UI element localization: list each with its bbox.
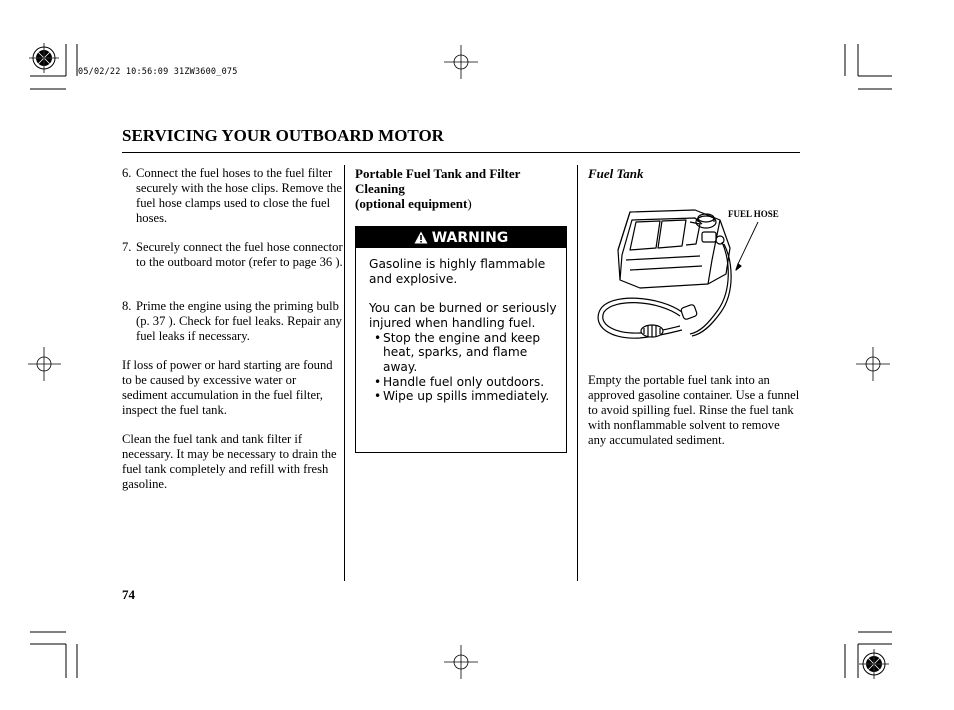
crosshair-right (856, 347, 890, 381)
warning-intro: Gasoline is highly flammable and explosive. (369, 257, 546, 286)
step-number: 7. (122, 240, 132, 254)
section-title (355, 166, 570, 211)
warning-list (369, 331, 561, 405)
warning-triangle-icon (414, 231, 428, 244)
section-subtitle: (optional equipment) (355, 196, 472, 211)
starburst-top-left (29, 43, 59, 73)
column-divider-2 (577, 165, 578, 581)
paragraph-clean: Clean the fuel tank and tank filter if necessary. It may be necessary to drain the fuel tank completely and refill with fresh gasoline. (122, 432, 337, 491)
warning-body (369, 257, 561, 404)
step-text: Prime the engine using the priming bulb (p. 37 ). Check for fuel leaks. Repair any fuel leaks if necessary. (136, 299, 342, 343)
paragraph-empty-tank: Empty the portable fuel tank into an approved gasoline container. Use a funnel to avoid spilling fuel. Rinse the fuel tank with nonflammable solvent to remove any accumulated sediment. (588, 373, 800, 447)
page-number: 74 (122, 587, 135, 602)
paragraph-inspect: If loss of power or hard starting are found to be caused by excessive water or sediment accumulation in the fuel filter, inspect the fuel tank. (122, 358, 333, 417)
figure-caption: Fuel Tank (588, 166, 644, 181)
step-6 (122, 166, 344, 226)
step-7 (122, 240, 344, 270)
fuel-tank-illustration (590, 200, 800, 360)
step-number: 8. (122, 299, 132, 313)
section-title-line: Portable Fuel Tank and Filter (355, 166, 521, 181)
step-text: Securely connect the fuel hose connector to the outboard motor (refer to page 36 ). (136, 240, 343, 269)
crosshair-top (444, 45, 478, 79)
page-title: SERVICING YOUR OUTBOARD MOTOR (122, 126, 444, 145)
warning-label: WARNING (431, 229, 509, 246)
column-divider-1 (344, 165, 345, 581)
title-divider (122, 152, 800, 153)
list-item: • Handle fuel only outdoors. (374, 374, 545, 389)
step-number: 6. (122, 166, 132, 180)
warning-risk: You can be burned or seriously injured when handling fuel. (369, 301, 557, 330)
list-item: • Stop the engine and keep heat, sparks, and flame away. (374, 330, 541, 374)
crosshair-bottom (444, 645, 478, 679)
section-title-line: Cleaning (355, 181, 405, 196)
fuel-hose-label: FUEL HOSE (728, 209, 779, 219)
crosshair-left (28, 347, 61, 381)
warning-box (355, 226, 567, 453)
starburst-bottom-right (859, 649, 889, 679)
warning-header (356, 227, 566, 248)
step-8 (122, 299, 344, 344)
print-stamp: 05/02/22 10:56:09 31ZW3600_075 (78, 67, 238, 77)
step-text: Connect the fuel hoses to the fuel filter securely with the hose clips. Remove the fuel hose clamps used to close the fuel hoses. (136, 166, 342, 225)
list-item: • Wipe up spills immediately. (374, 389, 550, 404)
